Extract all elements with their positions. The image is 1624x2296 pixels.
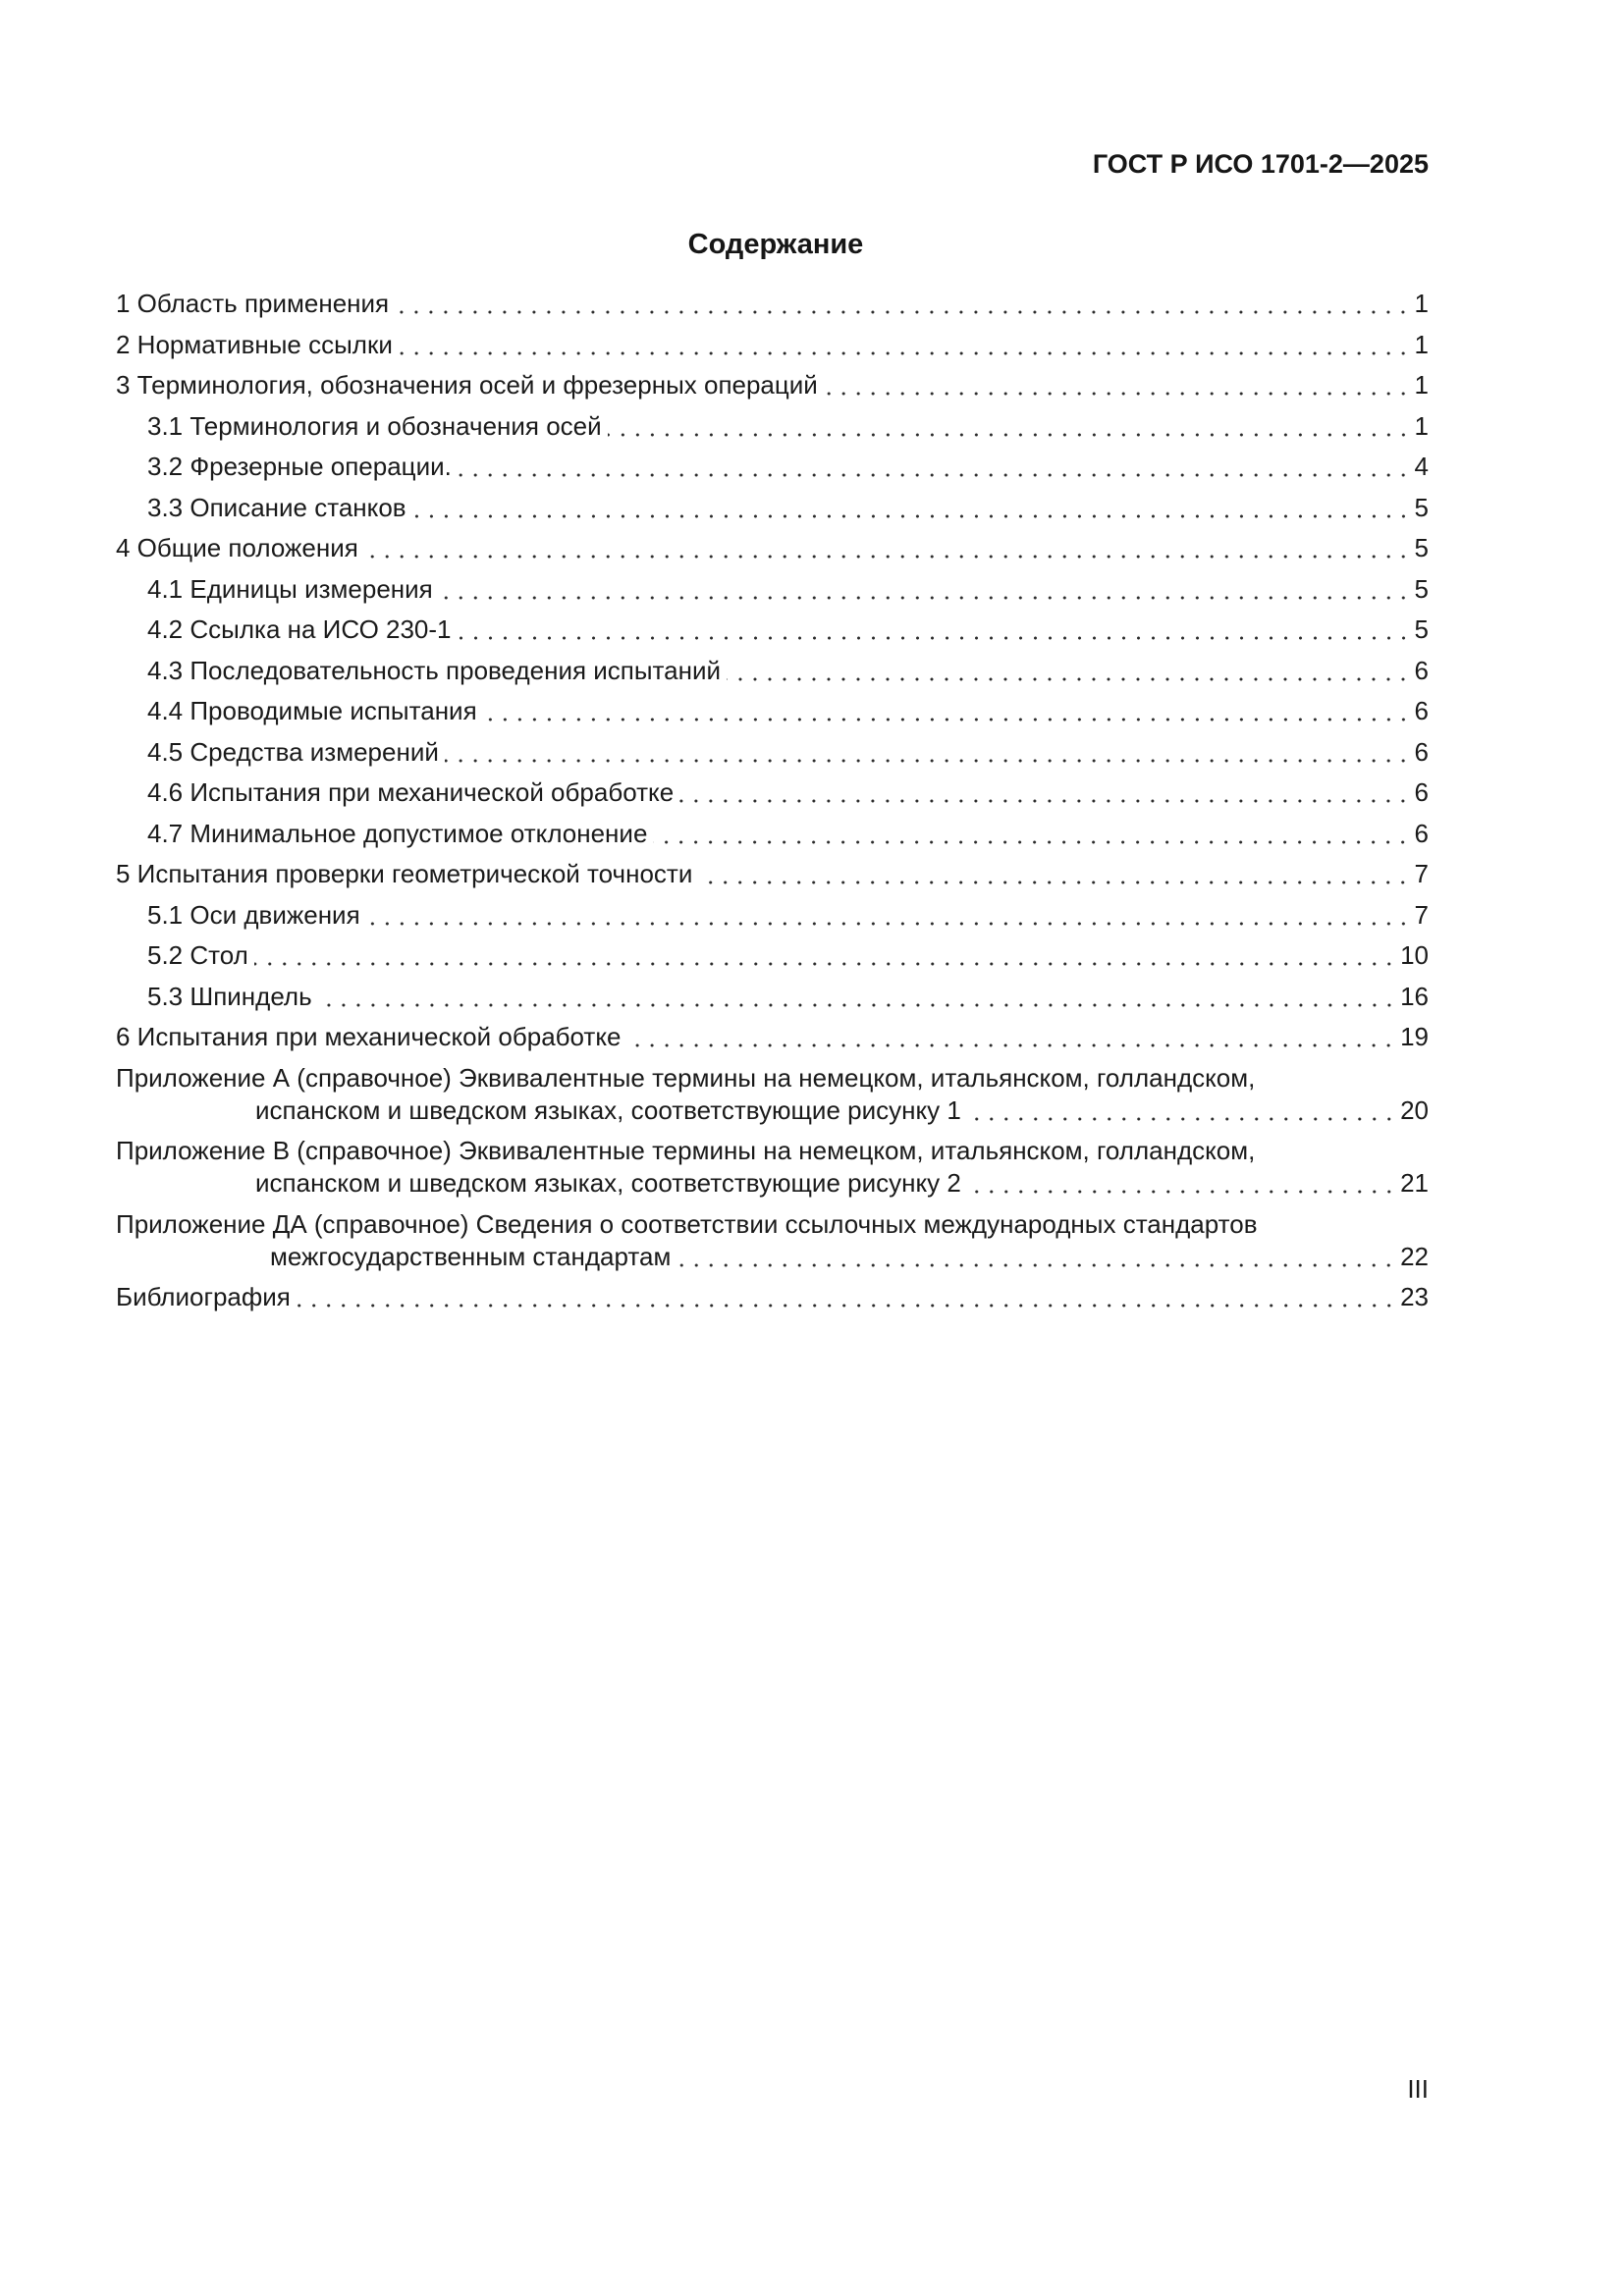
toc-page-number: 7 [1414,859,1429,888]
toc-page-number: 1 [1414,289,1429,318]
toc-entry-title: 4.2 Ссылка на ИСО 230-1 [147,614,452,644]
toc-entry-title: Приложение В (справочное) Эквивалентные термины на немецком, итальянском, голландском, [116,1136,1256,1165]
toc-entry-5-3[interactable] [116,981,1429,1013]
dot-leader [483,695,1413,727]
toc-entry-title: 6 Испытания при механической обработке [116,1022,622,1051]
toc-title: Содержание [687,229,864,260]
toc-entry-1[interactable] [116,288,1429,320]
dot-leader [297,1281,1398,1313]
toc-entry-title-continuation: испанском и шведском языках, соответствующие рисунку 1 [255,1095,961,1125]
toc-page-number: 1 [1414,329,1429,359]
toc-entry-5[interactable] [116,858,1429,890]
toc-entry-title: 4.1 Единицы измерения [147,573,433,604]
toc-entry-3-1[interactable] [116,410,1429,443]
toc-entry-title: 4.7 Минимальное допустимое отклонение [147,818,648,848]
toc-entry-6[interactable] [116,1021,1429,1053]
toc-entry-title: 2 Нормативные ссылки [116,329,393,359]
dot-leader [395,288,1412,320]
toc-page-number: 6 [1414,696,1429,725]
toc-entry-3-2[interactable] [116,451,1429,483]
toc-page-number: 23 [1400,1282,1429,1311]
toc-page-number: 5 [1414,533,1429,562]
toc-page-number: 6 [1414,777,1429,807]
toc-entry-3-3[interactable] [116,492,1429,524]
dot-leader [458,451,1413,483]
toc-entry-title: 3 Терминология, обозначения осей и фрезерных операций [116,370,818,400]
toc-entry-title: 5.2 Стол [147,940,248,970]
toc-entry-title-continuation: межгосударственным стандартам [270,1241,672,1271]
dot-leader [439,573,1413,606]
toc-entry-4-5[interactable] [116,736,1429,769]
dot-leader [608,410,1413,443]
toc-page-number: 19 [1400,1022,1429,1051]
toc-page-number: 10 [1400,940,1429,970]
toc-page-number: 5 [1414,614,1429,644]
page-number: III [1407,2074,1429,2104]
toc-page-number: 7 [1414,899,1429,930]
dot-leader [967,1095,1398,1127]
toc-entry-5-1[interactable] [116,899,1429,932]
dot-leader [412,492,1413,524]
dot-leader [318,981,1398,1013]
toc-entry-title: 3.3 Описание станков [147,492,406,522]
toc-page-number: 16 [1400,981,1429,1011]
toc-page-number: 1 [1414,370,1429,400]
dot-leader [698,858,1412,890]
dot-leader [254,939,1398,972]
toc-entry-title: 4.3 Последовательность проведения испытаний [147,655,722,685]
toc-entry-title: 4 Общие положения [116,533,358,562]
toc-entry-title-continuation: испанском и шведском языках, соответствующие рисунку 2 [255,1168,961,1198]
dot-leader [445,736,1413,769]
toc-page-number: 22 [1400,1241,1429,1271]
toc-entry-title: Приложение А (справочное) Эквивалентные термины на немецком, итальянском, голландском, [116,1062,1256,1093]
toc-page-number: 5 [1414,573,1429,604]
toc-entry-title: 3.2 Фрезерные операции. [147,452,452,481]
dot-leader [366,899,1413,932]
toc-entry-4-2[interactable] [116,614,1429,646]
toc-entry-5-2[interactable] [116,939,1429,972]
toc-entry-3[interactable] [116,369,1429,401]
toc-entry-2[interactable] [116,329,1429,361]
toc-entry-appendix-b[interactable] [116,1135,1429,1200]
dot-leader [653,818,1412,850]
dot-leader [677,1241,1398,1273]
toc-entry-title: 5 Испытания проверки геометрической точности [116,859,693,888]
toc-page-number: 5 [1414,492,1429,522]
toc-entry-title: Библиография [116,1282,291,1311]
toc-entry-appendix-a[interactable] [116,1062,1429,1127]
dot-leader [679,776,1412,809]
toc-page-number: 6 [1414,818,1429,848]
dot-leader [967,1167,1398,1200]
toc-entry-title: 4.5 Средства измерений [147,736,439,767]
toc-entry-4[interactable] [116,532,1429,564]
toc-entry-title: 5.3 Шпиндель [147,981,312,1011]
dot-leader [626,1021,1398,1053]
toc-entry-title: 1 Область применения [116,289,390,318]
toc-entry-title: 5.1 Оси движения [147,899,360,930]
toc-entry-title: Приложение ДА (справочное) Сведения о соответствии ссылочных международных стандартов [116,1208,1258,1239]
toc-entry-4-6[interactable] [116,776,1429,809]
toc-entry-title: 4.6 Испытания при механической обработке [147,777,675,807]
table-of-contents [116,288,1429,1322]
toc-entry-title: 3.1 Терминология и обозначения осей [147,410,602,441]
dot-leader [727,655,1412,687]
toc-entry-4-7[interactable] [116,818,1429,850]
toc-page-number: 6 [1414,655,1429,685]
toc-entry-4-3[interactable] [116,655,1429,687]
toc-entry-appendix-da[interactable] [116,1208,1429,1273]
toc-entry-title: 4.4 Проводимые испытания [147,696,477,725]
toc-page-number: 20 [1400,1095,1429,1125]
toc-page-number: 6 [1414,736,1429,767]
toc-page-number: 1 [1414,410,1429,441]
dot-leader [824,369,1413,401]
dot-leader [364,532,1413,564]
dot-leader [399,329,1413,361]
toc-entry-bibliography[interactable] [116,1281,1429,1313]
toc-entry-4-4[interactable] [116,695,1429,727]
dot-leader [458,614,1413,646]
toc-page-number: 4 [1414,452,1429,481]
toc-entry-4-1[interactable] [116,573,1429,606]
toc-page-number: 21 [1400,1168,1429,1198]
document-designation: ГОСТ Р ИСО 1701-2—2025 [1092,149,1429,179]
